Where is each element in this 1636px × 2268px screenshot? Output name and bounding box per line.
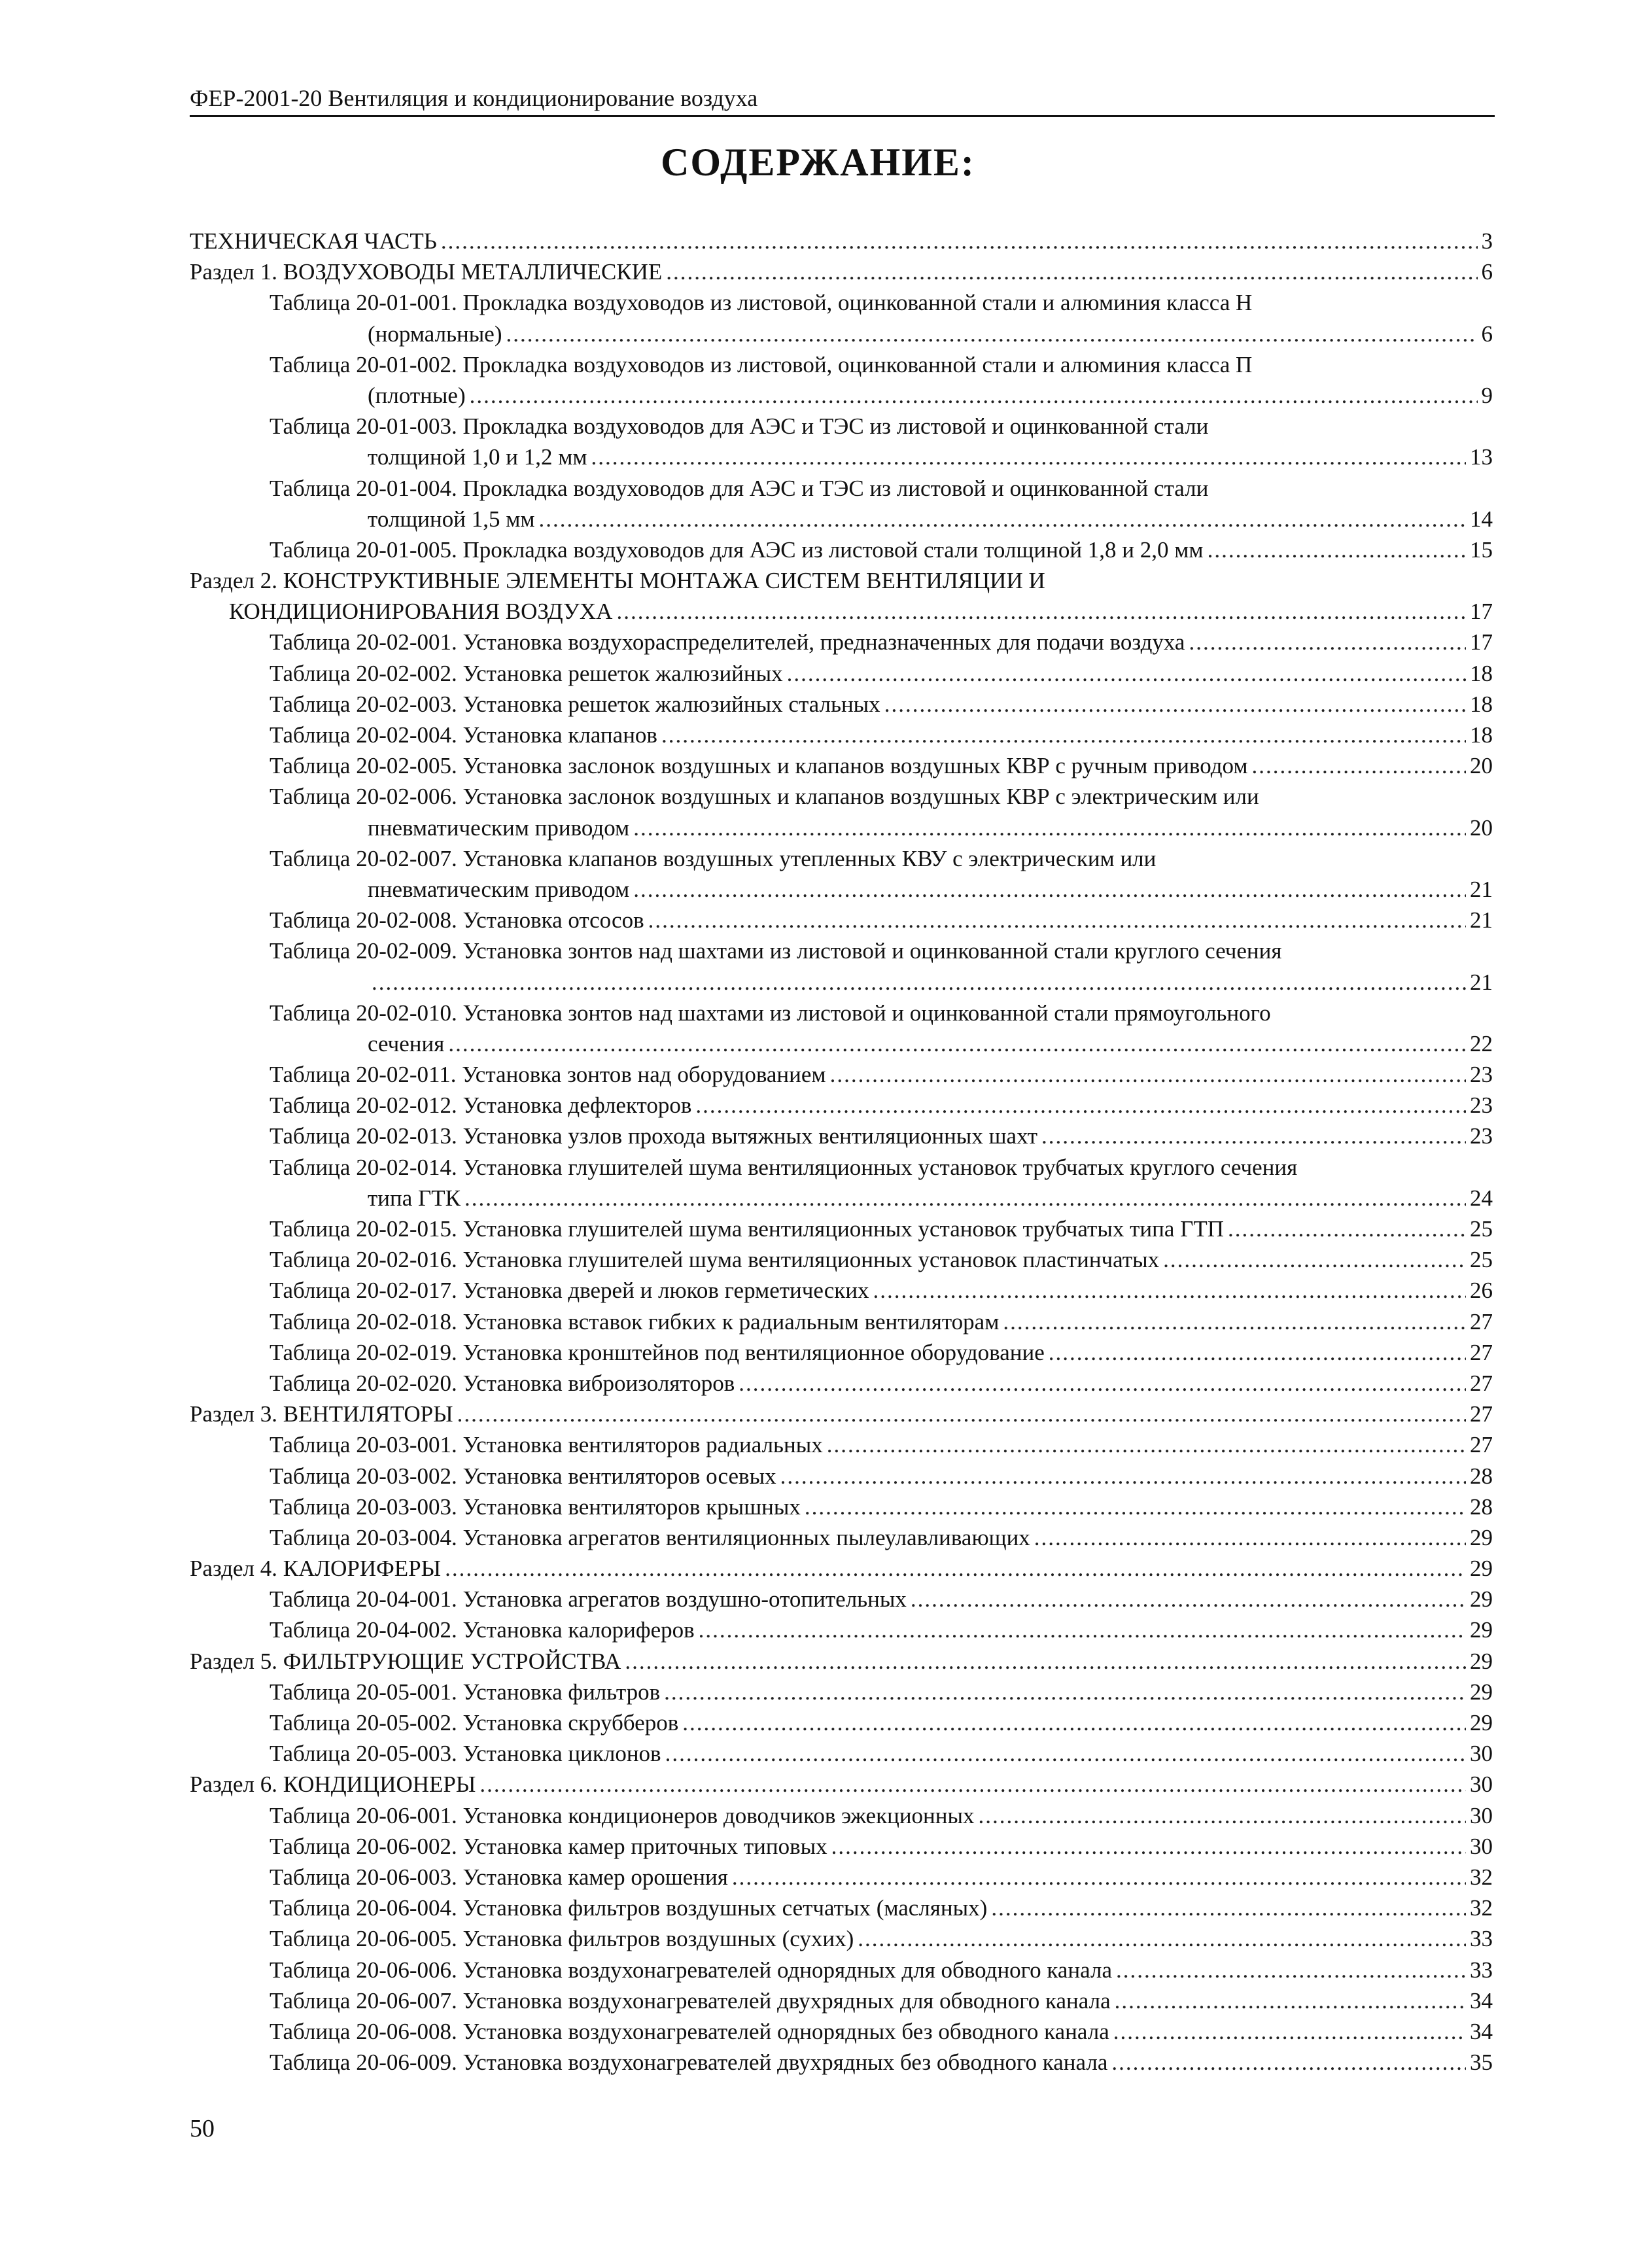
toc-leader-dots [625, 1646, 1466, 1677]
toc-leader-dots [1252, 750, 1467, 781]
running-header: ФЕР-2001-20 Вентиляция и кондиционирование воздуха [190, 85, 758, 111]
toc-entry-text: Раздел 5. ФИЛЬТРУЮЩИЕ УСТРОЙСТВА [190, 1648, 621, 1674]
toc-entry-text: Таблица 20-06-009. Установка воздухонагревателей двухрядных без обводного канала [270, 2050, 1108, 2076]
toc-table-entry [190, 627, 1493, 657]
toc-entry-text: Таблица 20-02-010. Установка зонтов над шахтами из листовой и оцинкованной стали прямоугольного [270, 1000, 1271, 1026]
toc-page-number: 23 [1470, 1092, 1493, 1119]
toc-entry-text: Таблица 20-02-012. Установка дефлекторов [270, 1092, 692, 1119]
toc-table-entry [190, 1492, 1493, 1522]
toc-leader-dots [1208, 534, 1466, 565]
toc-leader-dots [699, 1614, 1466, 1645]
toc-page-number: 14 [1470, 506, 1493, 532]
toc-leader-dots [991, 1893, 1466, 1923]
toc-entry-text: Таблица 20-06-006. Установка воздухонагревателей однорядных для обводного канала [270, 1957, 1112, 1983]
toc-table-entry [190, 812, 1493, 843]
toc-page-number: 27 [1470, 1401, 1493, 1427]
toc-entry-text: Раздел 2. КОНСТРУКТИВНЫЕ ЭЛЕМЕНТЫ МОНТАЖА СИСТЕМ ВЕНТИЛЯЦИИ И [190, 568, 1045, 594]
toc-entry-text: ТЕХНИЧЕСКАЯ ЧАСТЬ [190, 228, 437, 254]
toc-table-entry [190, 658, 1493, 689]
toc-table-entry [190, 905, 1493, 935]
page-title: СОДЕРЖАНИЕ: [661, 141, 975, 184]
toc-page-number: 29 [1470, 1586, 1493, 1613]
toc-table-entry [190, 1152, 1493, 1183]
toc-leader-dots [1113, 2016, 1466, 2047]
toc-leader-dots [539, 504, 1466, 534]
toc-entry-text: Таблица 20-02-002. Установка решеток жалюзийных [270, 660, 783, 686]
toc-leader-dots [884, 689, 1466, 720]
toc-page-number: 17 [1470, 599, 1493, 625]
toc-entry-text: Таблица 20-02-017. Установка дверей и люков герметических [270, 1278, 869, 1304]
toc-leader-dots [506, 319, 1477, 349]
toc-section-entry [190, 256, 1493, 287]
toc-entry-text: Таблица 20-02-011. Установка зонтов над оборудованием [270, 1062, 826, 1088]
toc-leader-dots [470, 380, 1478, 411]
toc-table-entry [190, 1707, 1493, 1738]
toc-leader-dots [805, 1492, 1466, 1522]
toc-table-entry [190, 380, 1493, 411]
toc-page-number: 32 [1470, 1864, 1493, 1890]
toc-entry-text: Таблица 20-06-003. Установка камер орошения [270, 1864, 728, 1890]
toc-table-entry [190, 750, 1493, 781]
toc-table-entry [190, 1183, 1493, 1213]
toc-table-entry [190, 1244, 1493, 1275]
toc-entry-text: Раздел 6. КОНДИЦИОНЕРЫ [190, 1771, 476, 1798]
toc-table-entry [190, 411, 1493, 442]
toc-page-number: 33 [1470, 1957, 1493, 1983]
toc-page-number: 30 [1470, 1833, 1493, 1859]
toc-page-number: 34 [1470, 1987, 1493, 2014]
toc-leader-dots [665, 1738, 1466, 1769]
toc-page-number: 27 [1470, 1339, 1493, 1365]
toc-leader-dots [858, 1923, 1466, 1954]
toc-table-entry [190, 1584, 1493, 1614]
toc-leader-dots [591, 442, 1466, 472]
toc-entry-text: Раздел 3. ВЕНТИЛЯТОРЫ [190, 1401, 453, 1427]
toc-section-entry [190, 1769, 1493, 1800]
toc-page-number: 27 [1470, 1370, 1493, 1396]
toc-table-entry [190, 720, 1493, 750]
toc-leader-dots [739, 1368, 1466, 1399]
toc-page-number: 29 [1470, 1556, 1493, 1582]
toc-page-number: 33 [1470, 1926, 1493, 1952]
toc-table-entry [190, 1923, 1493, 1954]
toc-leader-dots [457, 1399, 1466, 1429]
toc-entry-text: Таблица 20-02-016. Установка глушителей шума вентиляционных установок пластинчатых [270, 1247, 1160, 1273]
toc-page-number: 34 [1470, 2018, 1493, 2044]
toc-page-number: 29 [1470, 1679, 1493, 1705]
toc-table-entry [190, 874, 1493, 905]
toc-table-entry [190, 1461, 1493, 1492]
toc-leader-dots [830, 1059, 1466, 1090]
toc-entry-text: Таблица 20-06-005. Установка фильтров воздушных (сухих) [270, 1926, 854, 1952]
toc-entry-text: Таблица 20-02-001. Установка воздухораспределителей, предназначенных для подачи воздуха [270, 629, 1185, 655]
toc-table-entry [190, 1028, 1493, 1059]
toc-entry-text: Таблица 20-02-007. Установка клапанов воздушных утепленных КВУ с электрическим или [270, 845, 1157, 871]
toc-table-entry [190, 1862, 1493, 1893]
toc-entry-text: Раздел 4. КАЛОРИФЕРЫ [190, 1556, 442, 1582]
toc-entry-text: Таблица 20-06-004. Установка фильтров воздушных сетчатых (масляных) [270, 1895, 988, 1921]
toc-entry-text: Таблица 20-02-019. Установка кронштейнов под вентиляционное оборудование [270, 1339, 1045, 1365]
table-of-contents [190, 226, 1493, 2078]
toc-page-number: 13 [1470, 444, 1493, 470]
toc-entry-text: Таблица 20-02-006. Установка заслонок воздушных и клапанов воздушных КВР с электрическим или [270, 784, 1259, 810]
toc-entry-text: Таблица 20-02-020. Установка виброизоляторов [270, 1370, 735, 1396]
toc-entry-text: Таблица 20-02-013. Установка узлов прохода вытяжных вентиляционных шахт [270, 1123, 1037, 1149]
toc-entry-text: (нормальные) [368, 321, 502, 347]
toc-leader-dots [1049, 1337, 1466, 1368]
toc-entry-text: Таблица 20-05-001. Установка фильтров [270, 1679, 661, 1705]
toc-entry-text: Таблица 20-03-002. Установка вентиляторов осевых [270, 1463, 776, 1489]
toc-leader-dots [633, 812, 1466, 843]
toc-table-entry [190, 998, 1493, 1028]
toc-entry-text: Раздел 1. ВОЗДУХОВОДЫ МЕТАЛЛИЧЕСКИЕ [190, 259, 663, 285]
toc-table-entry [190, 1059, 1493, 1090]
toc-leader-dots [648, 905, 1466, 935]
toc-entry-text: Таблица 20-01-001. Прокладка воздуховодов из листовой, оцинкованной стали и алюминия класса Н [270, 290, 1253, 316]
toc-entry-text: Таблица 20-05-002. Установка скрубберов [270, 1710, 679, 1736]
toc-leader-dots [873, 1275, 1466, 1306]
toc-page-number: 18 [1470, 722, 1493, 748]
toc-leader-dots [1003, 1306, 1466, 1337]
toc-section-entry [190, 596, 1493, 627]
toc-table-entry [190, 319, 1493, 349]
toc-table-entry [190, 1955, 1493, 1985]
toc-page-number: 17 [1470, 629, 1493, 655]
toc-table-entry [190, 1368, 1493, 1399]
toc-table-entry [190, 1121, 1493, 1151]
page-number: 50 [190, 2115, 215, 2142]
toc-entry-text: Таблица 20-01-005. Прокладка воздуховодов для АЭС из листовой стали толщиной 1,8 и 2,0 мм [270, 536, 1204, 563]
toc-page-number: 22 [1470, 1030, 1493, 1056]
toc-table-entry [190, 1985, 1493, 2016]
toc-entry-text: Таблица 20-06-007. Установка воздухонагревателей двухрядных для обводного канала [270, 1987, 1111, 2014]
toc-page-number: 30 [1470, 1741, 1493, 1767]
header-rule [190, 115, 1495, 117]
toc-table-entry [190, 2016, 1493, 2047]
toc-page-number: 20 [1470, 753, 1493, 779]
toc-leader-dots [1041, 1121, 1466, 1151]
toc-leader-dots [831, 1831, 1466, 1862]
toc-table-entry [190, 504, 1493, 534]
toc-entry-text: Таблица 20-04-002. Установка калориферов [270, 1617, 695, 1643]
toc-section-entry [190, 1399, 1493, 1429]
toc-section-entry [190, 565, 1493, 596]
toc-entry-text: Таблица 20-06-002. Установка камер приточных типовых [270, 1833, 827, 1859]
toc-table-entry [190, 781, 1493, 812]
toc-table-entry [190, 1614, 1493, 1645]
toc-entry-text: типа ГТК [368, 1185, 461, 1211]
toc-entry-text: Таблица 20-01-003. Прокладка воздуховодов для АЭС и ТЭС из листовой и оцинкованной стали [270, 413, 1209, 440]
toc-entry-text: (плотные) [368, 382, 466, 408]
toc-page-number: 26 [1470, 1278, 1493, 1304]
toc-page-number: 23 [1470, 1062, 1493, 1088]
toc-table-entry [190, 1677, 1493, 1707]
toc-page-number: 27 [1470, 1308, 1493, 1335]
toc-leader-dots [448, 1028, 1466, 1059]
toc-section-entry [190, 226, 1493, 256]
toc-table-entry [190, 843, 1493, 874]
toc-leader-dots [1115, 1985, 1466, 2016]
toc-table-entry [190, 442, 1493, 472]
toc-leader-dots [732, 1862, 1466, 1893]
toc-entry-text: Таблица 20-02-005. Установка заслонок воздушных и клапанов воздушных КВР с ручным приводом [270, 753, 1248, 779]
toc-table-entry [190, 689, 1493, 720]
toc-table-entry [190, 1090, 1493, 1121]
toc-entry-text: Таблица 20-02-014. Установка глушителей шума вентиляционных установок трубчатых круглого сечения [270, 1154, 1298, 1180]
toc-entry-text: Таблица 20-01-004. Прокладка воздуховодов для АЭС и ТЭС из листовой и оцинкованной стали [270, 475, 1209, 501]
toc-leader-dots [1034, 1522, 1466, 1553]
toc-leader-dots [1163, 1244, 1466, 1275]
toc-leader-dots [911, 1584, 1466, 1614]
toc-page-number: 29 [1470, 1524, 1493, 1550]
toc-page-number: 25 [1470, 1216, 1493, 1242]
toc-page-number: 29 [1470, 1710, 1493, 1736]
toc-leader-dots [372, 967, 1466, 998]
toc-page-number: 24 [1470, 1185, 1493, 1211]
toc-table-entry [190, 349, 1493, 380]
toc-page-number: 18 [1470, 691, 1493, 717]
toc-page-number: 29 [1470, 1648, 1493, 1674]
toc-table-entry [190, 1800, 1493, 1831]
toc-entry-text: Таблица 20-03-003. Установка вентиляторов крышных [270, 1493, 801, 1520]
toc-leader-dots [479, 1769, 1466, 1800]
toc-entry-text: Таблица 20-04-001. Установка агрегатов воздушно-отопительных [270, 1586, 907, 1613]
toc-leader-dots [827, 1429, 1466, 1460]
toc-leader-dots [445, 1553, 1466, 1584]
toc-page-number: 23 [1470, 1123, 1493, 1149]
toc-table-entry [190, 1275, 1493, 1306]
toc-table-entry [190, 534, 1493, 565]
toc-page-number: 30 [1470, 1771, 1493, 1798]
toc-page-number: 6 [1481, 259, 1493, 285]
toc-leader-dots [979, 1800, 1466, 1831]
toc-table-entry [190, 2047, 1493, 2078]
toc-table-entry [190, 1738, 1493, 1769]
toc-entry-text: Таблица 20-05-003. Установка циклонов [270, 1741, 661, 1767]
toc-table-entry [190, 935, 1493, 966]
toc-leader-dots [1116, 1955, 1466, 1985]
toc-section-entry [190, 1553, 1493, 1584]
toc-leader-dots [1189, 627, 1466, 657]
toc-entry-text: Таблица 20-02-015. Установка глушителей шума вентиляционных установок трубчатых типа ГТП [270, 1216, 1225, 1242]
toc-leader-dots [1111, 2047, 1466, 2078]
toc-entry-text: Таблица 20-02-008. Установка отсосов [270, 907, 644, 933]
toc-page-number: 21 [1470, 969, 1493, 995]
toc-page-number: 27 [1470, 1432, 1493, 1458]
toc-page-number: 29 [1470, 1617, 1493, 1643]
toc-leader-dots [464, 1183, 1466, 1213]
toc-entry-text: пневматическим приводом [368, 876, 630, 902]
toc-leader-dots [661, 720, 1466, 750]
toc-page-number: 20 [1470, 814, 1493, 841]
toc-leader-dots [666, 256, 1477, 287]
toc-entry-text: Таблица 20-06-001. Установка кондиционеров доводчиков эжекционных [270, 1802, 975, 1828]
toc-entry-text: Таблица 20-02-009. Установка зонтов над шахтами из листовой и оцинкованной стали круглого сечения [270, 938, 1282, 964]
toc-leader-dots [682, 1707, 1466, 1738]
toc-table-entry [190, 287, 1493, 318]
toc-page-number: 3 [1481, 228, 1493, 254]
toc-table-entry [190, 1429, 1493, 1460]
toc-entry-text: Таблица 20-03-001. Установка вентиляторов радиальных [270, 1432, 823, 1458]
toc-leader-dots [441, 226, 1478, 256]
toc-leader-dots [780, 1461, 1466, 1492]
toc-table-entry [190, 1337, 1493, 1368]
toc-entry-text: сечения [368, 1030, 445, 1056]
toc-table-entry [190, 1831, 1493, 1862]
toc-entry-text: Таблица 20-03-004. Установка агрегатов вентиляционных пылеулавливающих [270, 1524, 1030, 1550]
toc-entry-text: КОНДИЦИОНИРОВАНИЯ ВОЗДУХА [229, 599, 613, 625]
toc-leader-dots [616, 596, 1466, 627]
toc-entry-text: пневматическим приводом [368, 814, 630, 841]
toc-leader-dots [695, 1090, 1466, 1121]
toc-entry-text: Таблица 20-02-004. Установка клапанов [270, 722, 657, 748]
toc-leader-dots [664, 1677, 1466, 1707]
toc-page-number: 9 [1481, 382, 1493, 408]
toc-leader-dots [1228, 1213, 1466, 1244]
toc-page-number: 21 [1470, 907, 1493, 933]
toc-table-entry [190, 1522, 1493, 1553]
toc-table-entry [190, 473, 1493, 504]
toc-page-number: 35 [1470, 2050, 1493, 2076]
toc-leader-dots [633, 874, 1466, 905]
toc-page-number: 25 [1470, 1247, 1493, 1273]
toc-entry-text: Таблица 20-06-008. Установка воздухонагревателей однорядных без обводного канала [270, 2018, 1109, 2044]
toc-entry-text: толщиной 1,0 и 1,2 мм [368, 444, 587, 470]
toc-entry-text: Таблица 20-02-003. Установка решеток жалюзийных стальных [270, 691, 880, 717]
toc-entry-text: толщиной 1,5 мм [368, 506, 535, 532]
toc-table-entry [190, 1893, 1493, 1923]
toc-section-entry [190, 1646, 1493, 1677]
toc-table-entry [190, 1306, 1493, 1337]
toc-table-entry [190, 967, 1493, 998]
toc-table-entry [190, 1213, 1493, 1244]
toc-entry-text: Таблица 20-02-018. Установка вставок гибких к радиальным вентиляторам [270, 1308, 1000, 1335]
toc-page-number: 18 [1470, 660, 1493, 686]
toc-page-number: 32 [1470, 1895, 1493, 1921]
toc-page-number: 6 [1481, 321, 1493, 347]
toc-page-number: 21 [1470, 876, 1493, 902]
toc-page-number: 28 [1470, 1493, 1493, 1520]
toc-page-number: 28 [1470, 1463, 1493, 1489]
toc-page-number: 15 [1470, 536, 1493, 563]
toc-page-number: 30 [1470, 1802, 1493, 1828]
toc-entry-text: Таблица 20-01-002. Прокладка воздуховодов из листовой, оцинкованной стали и алюминия класса П [270, 351, 1253, 377]
toc-leader-dots [787, 658, 1466, 689]
